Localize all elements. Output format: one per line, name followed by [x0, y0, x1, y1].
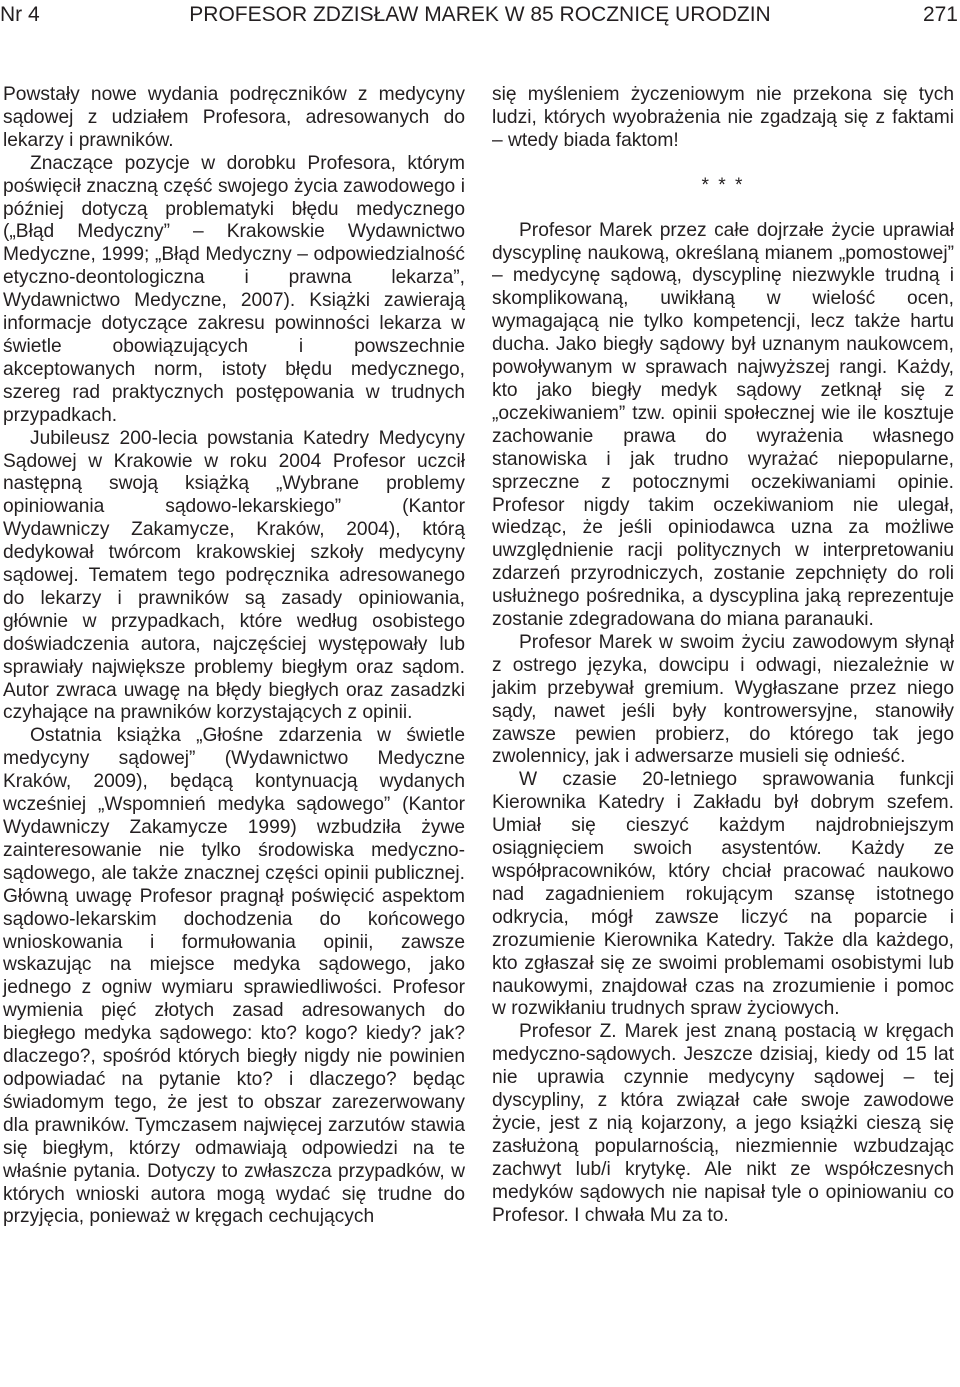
page-number: 271	[922, 3, 958, 26]
paragraph: Profesor Marek przez całe dojrzałe życie uprawiał dyscyplinę naukową, określaną mianem „pomostowej” – medycynę sądową, dyscyplinę niezwykle trudną i skomplikowaną, uwikłaną w wielość ocen, wymagającą nie tylko kompetencji, lecz także hartu ducha. Jako biegły sądowy był uznanym naukowcem, powoływanym w sprawach najwyższej rangi. Każdy, kto jako biegły medyk sądowy zetknął się z „oczekiwaniem” tzw. opinii społecznej wie ile kosztuje zachowanie prawa do wyrażenia własnego stanowiska i jak trudno wyrażać niepopularne, sprzeczne z potocznymi oczekiwaniami opinie. Profesor nigdy takim oczekiwaniom nie ulegał, wiedząc, że jeśli opiniodawca uzna za możliwe uwzględnienie racji politycznych w interpretowaniu zdarzeń przyrodniczych, zostanie zepchnięty do roli usłużnego pośrednika, a dyscyplina jaką reprezentuje zostanie zdegradowana do miana paranauki.	[492, 219, 954, 631]
running-title: PROFESOR ZDZISŁAW MAREK W 85 ROCZNICĘ URODZIN	[189, 3, 771, 26]
issue-number: Nr 4	[0, 3, 40, 26]
paragraph: Znaczące pozycje w dorobku Profesora, którym poświęcił znaczną część swojego życia zawodowego i później dotyczą problematyki błędu medycznego („Błąd Medyczny” – Krakowskie Wydawnictwo Medyczne, 1999; „Błąd Medyczny – odpowiedzialność etyczno-deontologiczna i prawna lekarza”, Wydawnictwo Medyczne, 2007). Książki zawierają informacje dotyczące zakresu powinności lekarza w świetle obowiązujących i powszechnie akceptowanych norm, istoty błędu medycznego, szereg rad praktycznych postępowania w trudnych przypadkach.	[3, 152, 465, 426]
paragraph: Profesor Marek w swoim życiu zawodowym słynął z ostrego języka, dowcipu i odwagi, niezależnie w jakim przebywał gremium. Wygłaszane przez niego sądy, nawet jeśli były kontrowersyjne, stanowiły zawsze pewien probierz, do którego tak jego zwolennicy, jak i adwersarze musieli się odnieść.	[492, 631, 954, 768]
paragraph-continuation: się myśleniem życzeniowym nie przekona się tych ludzi, których wyobrażenia nie zgadzają się z faktami – wtedy biada faktom!	[492, 84, 954, 151]
right-column	[492, 84, 954, 1228]
paragraph: Powstały nowe wydania podręczników z medycyny sądowej z udziałem Profesora, adresowanych do lekarzy i prawników.	[3, 84, 465, 151]
left-column	[3, 84, 465, 1229]
paragraph: Profesor Z. Marek jest znaną postacią w kręgach medyczno-sądowych. Jeszcze dzisiaj, kiedy od 15 lat nie uprawia czynnie medycyny sądowej – tej dyscypliny, z która związał całe swoje zawodowe życie, jest z nią kojarzony, a jego książki cieszą się zasłużoną popularnością, niezmiennie wzbudzając zachwyt lub/i krytykę. Ale nikt ze współczesnych medyków sądowych nie napisał tyle o opiniowaniu co Profesor. I chwała Mu za to.	[492, 1021, 954, 1226]
page-header	[0, 0, 960, 30]
section-separator: * * *	[701, 174, 745, 196]
paragraph: Jubileusz 200-lecia powstania Katedry Medycyny Sądowej w Krakowie w roku 2004 Profesor uczcił następną swoją książką „Wybrane problemy opiniowania sądowo-lekarskiego” (Kantor Wydawniczy Zakamycze, Kraków, 2004), którą dedykował twórcom krakowskiej szkoły medycyny sądowej. Tematem tego podręcznika adresowanego do lekarzy i prawników są zasady opiniowania, głównie w przypadkach, które według osobistego doświadczenia autora, najczęściej występowały lub sprawiały największe problemy biegłym oraz sądom. Autor zwraca uwagę na błędy biegłych oraz zasadzki czyhające na prawników korzystających z opinii.	[3, 427, 465, 724]
paragraph: Ostatnia książka „Głośne zdarzenia w świetle medycyny sądowej” (Wydawnictwo Medyczne Kraków, 2009), będącą kontynuacją wydanych wcześniej „Wspomnień medyka sądowego” (Kantor Wydawniczy Zakamycze 1999) wzbudziła żywe zainteresowanie nie tylko środowiska medyczno-sądowego, ale także znacznej części opinii publicznej. Główną uwagę Profesor pragnął poświęcić aspektom sądowo-lekarskim dochodzenia do końcowego wnioskowania i formułowania opinii, zawsze wskazując na miejsce medyka sądowego, jako jednego z ogniw wymiaru sprawiedliwości. Profesor wymienia pięć złotych zasad adresowanych do biegłego medyka sądowego: kto? kogo? kiedy? jak? dlaczego?, spośród których biegły nigdy nie powinien odpowiadać na pytanie kto? i dlaczego? będąc świadomym tego, że jest to obszar zarezerwowany dla prawników. Tymczasem najwięcej zarzutów stawia się biegłym, którzy odmawiają odpowiedzi na te właśnie pytania. Dotyczy to zwłaszcza przypadków, w których wnioski autora mogą wydać się trudne do przyjęcia, ponieważ w kręgach cechujących	[3, 725, 465, 1228]
paragraph: W czasie 20-letniego sprawowania funkcji Kierownika Katedry i Zakładu był dobrym szefem. Umiał się cieszyć każdym najdrobniejszym osiągnięciem swoich asystentów. Każdy ze współpracowników, który chciał pracować naukowo nad zagadnieniem rokującym szansę istotnego odkrycia, mógł zawsze liczyć na poparcie i zrozumienie Kierownika Katedry. Także dla każdego, kto zgłaszał się ze swoimi problemami osobistymi lub naukowymi, znajdował czas na zrozumienie i pomoc w rozwikłaniu trudnych spraw życiowych.	[492, 769, 954, 1020]
